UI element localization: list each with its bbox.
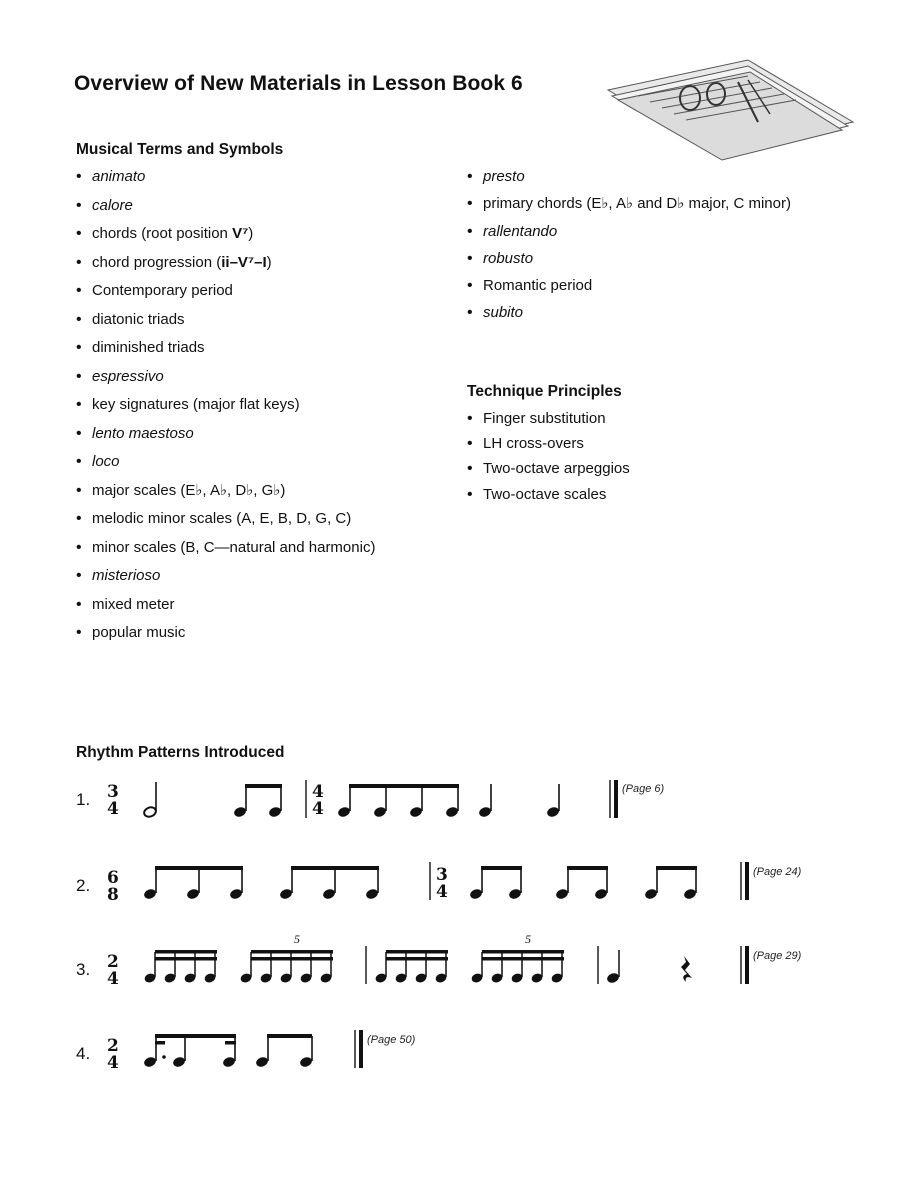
time-signature-top: 2: [107, 1036, 119, 1056]
list-item: [76, 168, 375, 197]
time-signature-bottom: 4: [107, 799, 119, 819]
terms-list-left: [76, 168, 375, 653]
rhythm-notation-1: [0, 770, 900, 850]
list-item-text: espressivo: [92, 367, 164, 385]
list-item: [76, 339, 375, 368]
time-signature-top: 3: [107, 782, 119, 802]
list-item-text: minor scales (B, C—natural and harmonic): [92, 538, 376, 556]
list-item-text: Two-octave arpeggios: [483, 460, 630, 478]
list-item-text: robusto: [483, 249, 534, 267]
list-item-text: major scales (E♭, A♭, D♭, G♭): [92, 481, 286, 499]
list-item: [467, 250, 791, 277]
list-item-text: chord progression (: [92, 253, 222, 271]
rhythm-notation-3: [0, 932, 900, 1020]
page-reference: (Page 24): [753, 866, 802, 878]
rhythm-row-number: 4.: [76, 1044, 91, 1063]
rhythm-row-2: [0, 856, 900, 936]
list-item-text: ): [266, 253, 272, 271]
rhythm-notation-2: [0, 856, 900, 936]
list-item-symbol: V⁷: [232, 225, 249, 242]
list-item: [76, 510, 375, 539]
time-signature-bottom: 4: [312, 799, 324, 819]
list-item: [76, 567, 375, 596]
list-item-text: calore: [92, 196, 133, 214]
list-item-text: popular music: [92, 624, 186, 641]
list-item-text: primary chords (E♭, A♭ and D♭ major, C minor): [483, 195, 791, 213]
rhythm-notation-4: [0, 1024, 900, 1104]
time-signature-top: 3: [436, 865, 448, 885]
list-item: [76, 453, 375, 482]
list-item-text: key signatures (major flat keys): [92, 396, 300, 413]
rhythm-row-3: [0, 932, 900, 1020]
list-item: [76, 225, 375, 254]
list-item-text: animato: [92, 168, 146, 185]
tuplet-number: 5: [294, 932, 300, 946]
list-item-text: lento maestoso: [92, 424, 194, 442]
list-item-text: misterioso: [92, 567, 161, 584]
list-item: [467, 460, 630, 485]
list-item: [467, 304, 791, 331]
list-item-text: presto: [483, 168, 525, 185]
list-item-text: diminished triads: [92, 339, 205, 356]
list-item: [467, 486, 630, 511]
rhythm-row-4: [0, 1024, 900, 1104]
list-item-text: LH cross-overs: [483, 435, 584, 453]
list-item-symbol: ii–V⁷–I: [221, 253, 267, 271]
terms-heading: Musical Terms and Symbols: [76, 141, 284, 158]
list-item: [76, 311, 375, 340]
list-item: [76, 254, 375, 283]
list-item: [76, 624, 375, 653]
list-item-text: Contemporary period: [92, 282, 233, 299]
list-item-text: Romantic period: [483, 277, 593, 295]
list-item-text: rallentando: [483, 222, 558, 240]
technique-list: [467, 410, 630, 511]
page-title: Overview of New Materials in Lesson Book 6: [74, 72, 523, 95]
page-reference: (Page 6): [622, 783, 665, 795]
list-item-text: subito: [483, 304, 524, 322]
tuplet-number: 5: [525, 932, 531, 946]
terms-list-right: [467, 168, 791, 332]
list-item: [76, 197, 375, 226]
page-reference: (Page 29): [753, 950, 802, 962]
list-item-text: Two-octave scales: [483, 485, 607, 503]
sheet-music-illustration: [598, 52, 863, 162]
time-signature-bottom: 4: [107, 969, 119, 989]
list-item: [76, 482, 375, 511]
list-item: [76, 596, 375, 625]
list-item: [76, 368, 375, 397]
list-item-text: chords (root position: [92, 225, 233, 242]
list-item-text: ): [248, 225, 254, 242]
list-item: [467, 435, 630, 460]
time-signature-bottom: 8: [107, 885, 119, 905]
time-signature-top: 6: [107, 868, 119, 888]
time-signature-top: 2: [107, 952, 119, 972]
list-item: [467, 195, 791, 222]
page-reference: (Page 50): [367, 1034, 416, 1046]
list-item-text: loco: [92, 453, 120, 470]
rhythm-row-number: 1.: [76, 790, 91, 809]
list-item: [76, 539, 375, 568]
rhythm-row-1: [0, 770, 900, 850]
time-signature-top: 4: [312, 782, 324, 802]
list-item: [467, 410, 630, 435]
rhythm-row-number: 3.: [76, 960, 91, 979]
list-item: [76, 282, 375, 311]
list-item-text: diatonic triads: [92, 310, 185, 328]
time-signature-bottom: 4: [107, 1053, 119, 1073]
list-item: [467, 277, 791, 304]
list-item-text: mixed meter: [92, 595, 175, 613]
list-item-text: Finger substitution: [483, 410, 606, 427]
rhythm-row-number: 2.: [76, 876, 91, 895]
list-item: [76, 396, 375, 425]
list-item: [467, 223, 791, 250]
list-item: [467, 168, 791, 195]
technique-heading: Technique Principles: [467, 383, 622, 400]
list-item-text: melodic minor scales (A, E, B, D, G, C): [92, 510, 352, 527]
rhythm-heading: Rhythm Patterns Introduced: [76, 744, 285, 761]
time-signature-bottom: 4: [436, 882, 448, 902]
list-item: [76, 425, 375, 454]
